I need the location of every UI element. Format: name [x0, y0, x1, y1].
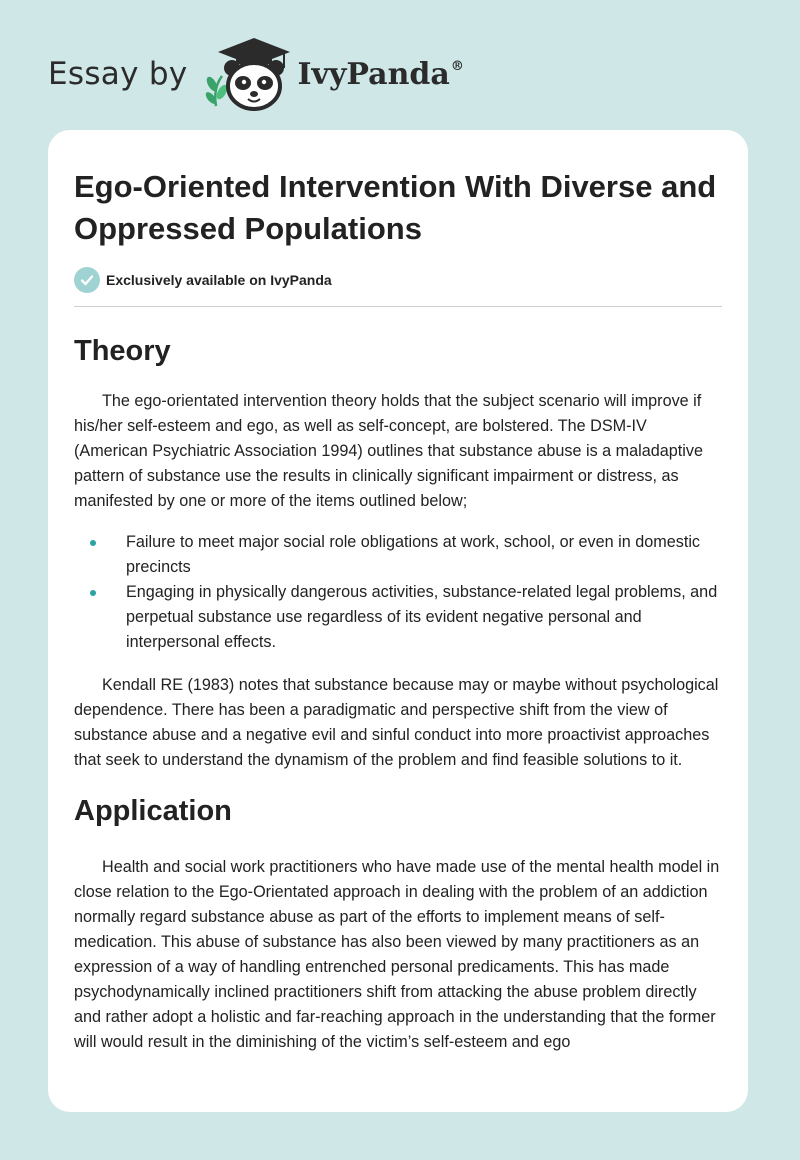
- bullet-dot-icon: [90, 590, 96, 596]
- exclusive-badge-label: Exclusively available on IvyPanda: [106, 272, 332, 288]
- essay-card: [48, 130, 748, 1112]
- checkmark-icon: [74, 267, 100, 293]
- registered-mark: ®: [450, 58, 464, 74]
- theory-paragraph-1: The ego-orientated intervention theory holds that the subject scenario will improve if his/her self-esteem and ego, as well as self-concept, are bolstered. The DSM-IV (American Psychiatric Association 1994) outlines that substance abuse is a maladaptive pattern of substance use the results in clinically significant impairment or distress, as manifested by one or more of the items outlined below;: [74, 392, 703, 510]
- essay-by-label: Essay by: [48, 56, 188, 92]
- list-item: Failure to meet major social role obligations at work, school, or even in domestic precincts: [74, 530, 722, 580]
- page-title: Ego-Oriented Intervention With Diverse and Oppressed Populations: [74, 169, 717, 246]
- section-heading-theory: Theory: [74, 335, 171, 367]
- application-paragraph-1: Health and social work practitioners who have made use of the mental health model in close relation to the Ego-Orientated approach in dealing with the problem of an addiction normally regard substance abuse as part of the efforts to implement means of self-medication. This abuse of substance has also been viewed by many practitioners as an expression of a way of handling entrenched personal predicaments. This has made psychodynamically inclined practitioners shift from attacking the abuse problem directly and rather adopt a holistic and far-reaching approach in the understanding that the former will would result in the diminishing of the victim’s self-esteem and ego: [74, 858, 720, 1051]
- divider: [74, 306, 722, 307]
- site-header: [48, 34, 464, 114]
- section-heading-application: Application: [74, 795, 232, 827]
- ivypanda-logo-icon[interactable]: [202, 36, 294, 112]
- exclusive-badge: [74, 266, 722, 294]
- theory-bullet-list: [74, 530, 722, 655]
- bullet-dot-icon: [90, 540, 96, 546]
- list-item: Engaging in physically dangerous activities, substance-related legal problems, and perpetual substance use regardless of its evident negative personal and interpersonal effects.: [74, 580, 722, 655]
- theory-paragraph-2: Kendall RE (1983) notes that substance because may or maybe without psychological dependence. There has been a paradigmatic and perspective shift from the view of substance abuse and a negative evil and sinful conduct into more proactivist approaches that seek to understand the dynamism of the problem and find feasible solutions to it.: [74, 676, 719, 769]
- brand-name[interactable]: IvyPanda®: [297, 56, 464, 92]
